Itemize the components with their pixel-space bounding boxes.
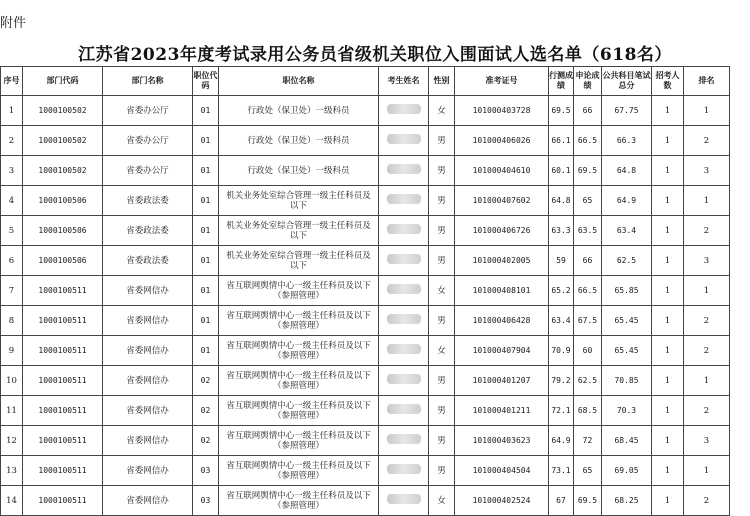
- cell-gender: 男: [429, 186, 455, 216]
- cell-name: [379, 456, 429, 486]
- cell-shenlun: 63.5: [574, 216, 602, 246]
- table-row: [1, 366, 730, 396]
- header-total: 公共科目笔试总分: [602, 67, 652, 96]
- table-row: [1, 426, 730, 456]
- cell-total: 65.45: [602, 306, 652, 336]
- cell-rank: 2: [684, 126, 730, 156]
- cell-quota: 1: [652, 216, 684, 246]
- table-row: [1, 126, 730, 156]
- cell-pos-name: 省互联网舆情中心一级主任科员及以下（参照管理）: [219, 306, 379, 336]
- cell-gender: 男: [429, 216, 455, 246]
- cell-pos-code: 02: [193, 396, 219, 426]
- redacted-name-blur: [387, 404, 421, 414]
- cell-pos-name: 行政处（保卫处）一级科员: [219, 156, 379, 186]
- cell-total: 69.05: [602, 456, 652, 486]
- cell-xingce: 59: [549, 246, 574, 276]
- cell-xingce: 67: [549, 486, 574, 516]
- cell-quota: 1: [652, 456, 684, 486]
- table-row: [1, 396, 730, 426]
- cell-dept-name: 省委网信办: [103, 276, 193, 306]
- cell-total: 66.3: [602, 126, 652, 156]
- table-row: [1, 456, 730, 486]
- cell-exam-no: 101000404504: [455, 456, 549, 486]
- cell-seq: 6: [1, 246, 23, 276]
- cell-name: [379, 486, 429, 516]
- redacted-name-blur: [387, 284, 421, 294]
- cell-pos-code: 03: [193, 486, 219, 516]
- cell-rank: 2: [684, 306, 730, 336]
- cell-dept-code: 1000100506: [23, 246, 103, 276]
- cell-pos-code: 03: [193, 456, 219, 486]
- cell-dept-code: 1000100511: [23, 306, 103, 336]
- cell-xingce: 64.9: [549, 426, 574, 456]
- cell-shenlun: 65: [574, 456, 602, 486]
- cell-xingce: 66.1: [549, 126, 574, 156]
- cell-total: 65.45: [602, 336, 652, 366]
- cell-name: [379, 246, 429, 276]
- cell-name: [379, 366, 429, 396]
- cell-exam-no: 101000403623: [455, 426, 549, 456]
- cell-dept-code: 1000100511: [23, 366, 103, 396]
- header-shenlun: 申论成绩: [574, 67, 602, 96]
- cell-name: [379, 96, 429, 126]
- cell-gender: 女: [429, 276, 455, 306]
- cell-name: [379, 306, 429, 336]
- cell-pos-code: 01: [193, 96, 219, 126]
- cell-rank: 2: [684, 336, 730, 366]
- cell-seq: 3: [1, 156, 23, 186]
- redacted-name-blur: [387, 194, 421, 204]
- cell-pos-name: 省互联网舆情中心一级主任科员及以下（参照管理）: [219, 426, 379, 456]
- cell-rank: 1: [684, 456, 730, 486]
- cell-seq: 13: [1, 456, 23, 486]
- cell-dept-code: 1000100511: [23, 336, 103, 366]
- cell-dept-code: 1000100511: [23, 486, 103, 516]
- cell-dept-code: 1000100502: [23, 156, 103, 186]
- cell-xingce: 64.8: [549, 186, 574, 216]
- cell-dept-name: 省委网信办: [103, 486, 193, 516]
- header-name: 考生姓名: [379, 67, 429, 96]
- cell-seq: 11: [1, 396, 23, 426]
- redacted-name-blur: [387, 464, 421, 474]
- cell-dept-name: 省委办公厅: [103, 96, 193, 126]
- cell-rank: 1: [684, 186, 730, 216]
- cell-name: [379, 336, 429, 366]
- cell-pos-name: 省互联网舆情中心一级主任科员及以下（参照管理）: [219, 486, 379, 516]
- cell-exam-no: 101000406726: [455, 216, 549, 246]
- cell-name: [379, 126, 429, 156]
- candidate-table: [0, 66, 730, 516]
- cell-rank: 3: [684, 246, 730, 276]
- header-gender: 性别: [429, 67, 455, 96]
- cell-dept-code: 1000100511: [23, 456, 103, 486]
- cell-pos-code: 01: [193, 306, 219, 336]
- cell-dept-code: 1000100511: [23, 426, 103, 456]
- cell-pos-code: 01: [193, 336, 219, 366]
- cell-shenlun: 72: [574, 426, 602, 456]
- cell-seq: 2: [1, 126, 23, 156]
- cell-pos-name: 机关业务处室综合管理一级主任科员及以下: [219, 246, 379, 276]
- cell-dept-name: 省委网信办: [103, 396, 193, 426]
- cell-pos-code: 01: [193, 186, 219, 216]
- cell-shenlun: 66: [574, 96, 602, 126]
- cell-dept-name: 省委办公厅: [103, 156, 193, 186]
- header-dept-name: 部门名称: [103, 67, 193, 96]
- cell-seq: 14: [1, 486, 23, 516]
- cell-rank: 3: [684, 426, 730, 456]
- attachment-label: 附件: [0, 16, 27, 31]
- cell-xingce: 63.4: [549, 306, 574, 336]
- redacted-name-blur: [387, 104, 421, 114]
- cell-rank: 1: [684, 96, 730, 126]
- cell-dept-code: 1000100502: [23, 126, 103, 156]
- cell-rank: 2: [684, 216, 730, 246]
- cell-xingce: 69.5: [549, 96, 574, 126]
- cell-name: [379, 186, 429, 216]
- cell-gender: 男: [429, 246, 455, 276]
- cell-name: [379, 216, 429, 246]
- cell-xingce: 70.9: [549, 336, 574, 366]
- cell-exam-no: 101000408101: [455, 276, 549, 306]
- redacted-name-blur: [387, 434, 421, 444]
- cell-total: 64.8: [602, 156, 652, 186]
- cell-gender: 女: [429, 96, 455, 126]
- cell-shenlun: 65: [574, 186, 602, 216]
- cell-quota: 1: [652, 336, 684, 366]
- cell-pos-name: 机关业务处室综合管理一级主任科员及以下: [219, 186, 379, 216]
- cell-quota: 1: [652, 156, 684, 186]
- cell-shenlun: 66.5: [574, 126, 602, 156]
- redacted-name-blur: [387, 254, 421, 264]
- cell-name: [379, 156, 429, 186]
- cell-name: [379, 276, 429, 306]
- cell-seq: 12: [1, 426, 23, 456]
- cell-pos-name: 省互联网舆情中心一级主任科员及以下（参照管理）: [219, 396, 379, 426]
- cell-dept-name: 省委网信办: [103, 456, 193, 486]
- cell-dept-name: 省委网信办: [103, 366, 193, 396]
- cell-rank: 3: [684, 156, 730, 186]
- cell-shenlun: 69.5: [574, 486, 602, 516]
- cell-dept-name: 省委网信办: [103, 306, 193, 336]
- cell-xingce: 73.1: [549, 456, 574, 486]
- cell-quota: 1: [652, 366, 684, 396]
- redacted-name-blur: [387, 224, 421, 234]
- table-row: [1, 186, 730, 216]
- cell-gender: 男: [429, 126, 455, 156]
- cell-pos-name: 行政处（保卫处）一级科员: [219, 126, 379, 156]
- cell-rank: 1: [684, 276, 730, 306]
- cell-shenlun: 62.5: [574, 366, 602, 396]
- cell-xingce: 72.1: [549, 396, 574, 426]
- cell-pos-code: 01: [193, 156, 219, 186]
- cell-exam-no: 101000407602: [455, 186, 549, 216]
- page-title: 江苏省2023年度考试录用公务员省级机关职位入围面试人选名单（618名）: [78, 45, 672, 65]
- cell-dept-name: 省委网信办: [103, 336, 193, 366]
- cell-rank: 2: [684, 486, 730, 516]
- cell-pos-name: 省互联网舆情中心一级主任科员及以下（参照管理）: [219, 366, 379, 396]
- cell-gender: 男: [429, 306, 455, 336]
- cell-pos-name: 省互联网舆情中心一级主任科员及以下（参照管理）: [219, 276, 379, 306]
- cell-dept-code: 1000100502: [23, 96, 103, 126]
- cell-dept-code: 1000100511: [23, 276, 103, 306]
- cell-gender: 女: [429, 336, 455, 366]
- cell-exam-no: 101000401211: [455, 396, 549, 426]
- table-row: [1, 336, 730, 366]
- cell-shenlun: 66: [574, 246, 602, 276]
- cell-exam-no: 101000401207: [455, 366, 549, 396]
- cell-dept-name: 省委政法委: [103, 216, 193, 246]
- header-seq: 序号: [1, 67, 23, 96]
- cell-quota: 1: [652, 306, 684, 336]
- cell-dept-code: 1000100506: [23, 186, 103, 216]
- cell-name: [379, 426, 429, 456]
- cell-total: 67.75: [602, 96, 652, 126]
- cell-gender: 男: [429, 426, 455, 456]
- cell-exam-no: 101000406026: [455, 126, 549, 156]
- cell-dept-name: 省委网信办: [103, 426, 193, 456]
- cell-pos-code: 01: [193, 276, 219, 306]
- cell-quota: 1: [652, 426, 684, 456]
- table-row: [1, 96, 730, 126]
- cell-shenlun: 69.5: [574, 156, 602, 186]
- cell-total: 63.4: [602, 216, 652, 246]
- cell-pos-name: 机关业务处室综合管理一级主任科员及以下: [219, 216, 379, 246]
- cell-total: 68.45: [602, 426, 652, 456]
- cell-total: 70.3: [602, 396, 652, 426]
- cell-seq: 5: [1, 216, 23, 246]
- header-xingce: 行测成绩: [549, 67, 574, 96]
- cell-exam-no: 101000402524: [455, 486, 549, 516]
- cell-rank: 1: [684, 366, 730, 396]
- cell-pos-code: 02: [193, 366, 219, 396]
- cell-gender: 男: [429, 156, 455, 186]
- cell-exam-no: 101000407904: [455, 336, 549, 366]
- cell-xingce: 63.3: [549, 216, 574, 246]
- cell-exam-no: 101000404610: [455, 156, 549, 186]
- cell-dept-name: 省委办公厅: [103, 126, 193, 156]
- cell-total: 68.25: [602, 486, 652, 516]
- cell-gender: 女: [429, 486, 455, 516]
- table-header-row: [1, 67, 730, 96]
- cell-gender: 男: [429, 396, 455, 426]
- cell-name: [379, 396, 429, 426]
- table-row: [1, 216, 730, 246]
- cell-seq: 8: [1, 306, 23, 336]
- cell-xingce: 65.2: [549, 276, 574, 306]
- cell-dept-name: 省委政法委: [103, 246, 193, 276]
- header-pos-code: 职位代码: [193, 67, 219, 96]
- header-pos-name: 职位名称: [219, 67, 379, 96]
- cell-total: 65.85: [602, 276, 652, 306]
- redacted-name-blur: [387, 374, 421, 384]
- cell-dept-code: 1000100506: [23, 216, 103, 246]
- cell-total: 62.5: [602, 246, 652, 276]
- cell-quota: 1: [652, 186, 684, 216]
- cell-gender: 男: [429, 456, 455, 486]
- redacted-name-blur: [387, 494, 421, 504]
- cell-seq: 7: [1, 276, 23, 306]
- cell-quota: 1: [652, 486, 684, 516]
- cell-exam-no: 101000406428: [455, 306, 549, 336]
- cell-seq: 1: [1, 96, 23, 126]
- cell-rank: 2: [684, 396, 730, 426]
- redacted-name-blur: [387, 344, 421, 354]
- cell-pos-name: 省互联网舆情中心一级主任科员及以下（参照管理）: [219, 456, 379, 486]
- cell-pos-code: 01: [193, 246, 219, 276]
- cell-shenlun: 68.5: [574, 396, 602, 426]
- cell-exam-no: 101000402005: [455, 246, 549, 276]
- cell-gender: 男: [429, 366, 455, 396]
- cell-seq: 10: [1, 366, 23, 396]
- header-dept-code: 部门代码: [23, 67, 103, 96]
- cell-xingce: 60.1: [549, 156, 574, 186]
- redacted-name-blur: [387, 164, 421, 174]
- cell-total: 64.9: [602, 186, 652, 216]
- cell-xingce: 79.2: [549, 366, 574, 396]
- redacted-name-blur: [387, 314, 421, 324]
- cell-seq: 9: [1, 336, 23, 366]
- cell-dept-code: 1000100511: [23, 396, 103, 426]
- table-row: [1, 306, 730, 336]
- redacted-name-blur: [387, 134, 421, 144]
- cell-seq: 4: [1, 186, 23, 216]
- cell-quota: 1: [652, 96, 684, 126]
- table-row: [1, 276, 730, 306]
- cell-pos-name: 省互联网舆情中心一级主任科员及以下（参照管理）: [219, 336, 379, 366]
- cell-pos-name: 行政处（保卫处）一级科员: [219, 96, 379, 126]
- cell-total: 70.85: [602, 366, 652, 396]
- cell-quota: 1: [652, 246, 684, 276]
- header-quota: 招考人数: [652, 67, 684, 96]
- cell-pos-code: 01: [193, 216, 219, 246]
- header-exam-no: 准考证号: [455, 67, 549, 96]
- cell-quota: 1: [652, 126, 684, 156]
- cell-shenlun: 60: [574, 336, 602, 366]
- table-row: [1, 156, 730, 186]
- cell-pos-code: 01: [193, 126, 219, 156]
- cell-quota: 1: [652, 396, 684, 426]
- cell-quota: 1: [652, 276, 684, 306]
- cell-shenlun: 67.5: [574, 306, 602, 336]
- table-row: [1, 486, 730, 516]
- cell-exam-no: 101000403728: [455, 96, 549, 126]
- cell-pos-code: 02: [193, 426, 219, 456]
- header-rank: 排名: [684, 67, 730, 96]
- cell-shenlun: 66.5: [574, 276, 602, 306]
- cell-dept-name: 省委政法委: [103, 186, 193, 216]
- table-row: [1, 246, 730, 276]
